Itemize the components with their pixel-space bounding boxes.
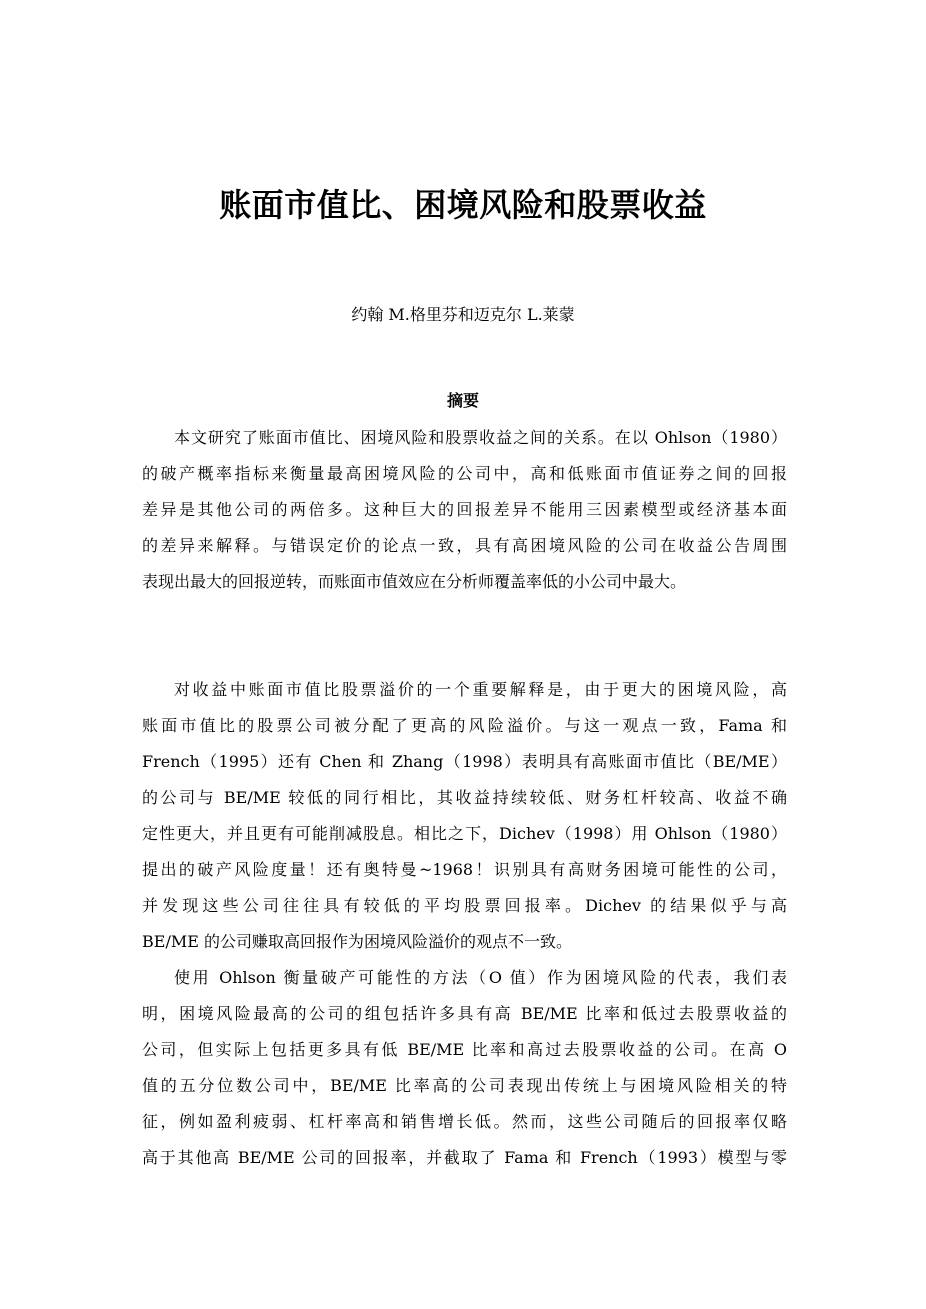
body-line: 的公司与 BE/ME 较低的同行相比，其收益持续较低、财务杠杆较高、收益不确 <box>142 788 787 807</box>
body-line: 明，困境风险最高的公司的组包括许多具有高 BE/ME 比率和低过去股票收益的 <box>142 1004 787 1023</box>
paper-title: 账面市值比、困境风险和股票收益 <box>219 186 707 224</box>
body-paragraph-1 <box>142 672 787 960</box>
abstract-heading: 摘要 <box>446 391 479 410</box>
abstract-line: 的破产概率指标来衡量最高困境风险的公司中，高和低账面市值证券之间的回报 <box>142 464 787 483</box>
body-line: 使用 Ohlson 衡量破产可能性的方法（O 值）作为困境风险的代表，我们表 <box>174 968 787 987</box>
abstract-line: 本文研究了账面市值比、困境风险和股票收益之间的关系。在以 Ohlson（1980） <box>174 428 787 447</box>
body-line: 高于其他高 BE/ME 公司的回报率，并截取了 Fama 和 French（1993）模型与零 <box>142 1148 787 1167</box>
body-line: 值的五分位数公司中，BE/ME 比率高的公司表现出传统上与困境风险相关的特 <box>142 1076 787 1095</box>
body-text <box>142 672 787 1176</box>
body-line: French（1995）还有 Chen 和 Zhang（1998）表明具有高账面市值比（BE/ME） <box>142 752 787 771</box>
abstract-text <box>142 420 787 600</box>
body-line: 并发现这些公司往往具有较低的平均股票回报率。Dichev 的结果似乎与高 <box>142 896 787 915</box>
body-line: 账面市值比的股票公司被分配了更高的风险溢价。与这一观点一致，Fama 和 <box>142 716 787 735</box>
body-paragraph-2 <box>142 960 787 1176</box>
body-line: BE/ME 的公司赚取高回报作为困境风险溢价的观点不一致。 <box>142 932 572 951</box>
body-line: 对收益中账面市值比股票溢价的一个重要解释是，由于更大的困境风险，高 <box>174 680 787 699</box>
abstract-line: 表现出最大的回报逆转，而账面市值效应在分析师覆盖率低的小公司中最大。 <box>142 572 687 591</box>
abstract-line: 差异是其他公司的两倍多。这种巨大的回报差异不能用三因素模型或经济基本面 <box>142 500 787 519</box>
body-line: 征，例如盈利疲弱、杠杆率高和销售增长低。然而，这些公司随后的回报率仅略 <box>142 1112 787 1131</box>
paper-authors: 约翰 M.格里芬和迈克尔 L.莱蒙 <box>351 305 575 324</box>
body-line: 公司，但实际上包括更多具有低 BE/ME 比率和高过去股票收益的公司。在高 O <box>142 1040 787 1059</box>
body-line: 定性更大，并且更有可能削减股息。相比之下，Dichev（1998）用 Ohlson（1980） <box>142 824 787 843</box>
body-line: 提出的破产风险度量！还有奥特曼~1968！识别具有高财务困境可能性的公司， <box>142 860 787 879</box>
abstract-line: 的差异来解释。与错误定价的论点一致，具有高困境风险的公司在收益公告周围 <box>142 536 787 555</box>
